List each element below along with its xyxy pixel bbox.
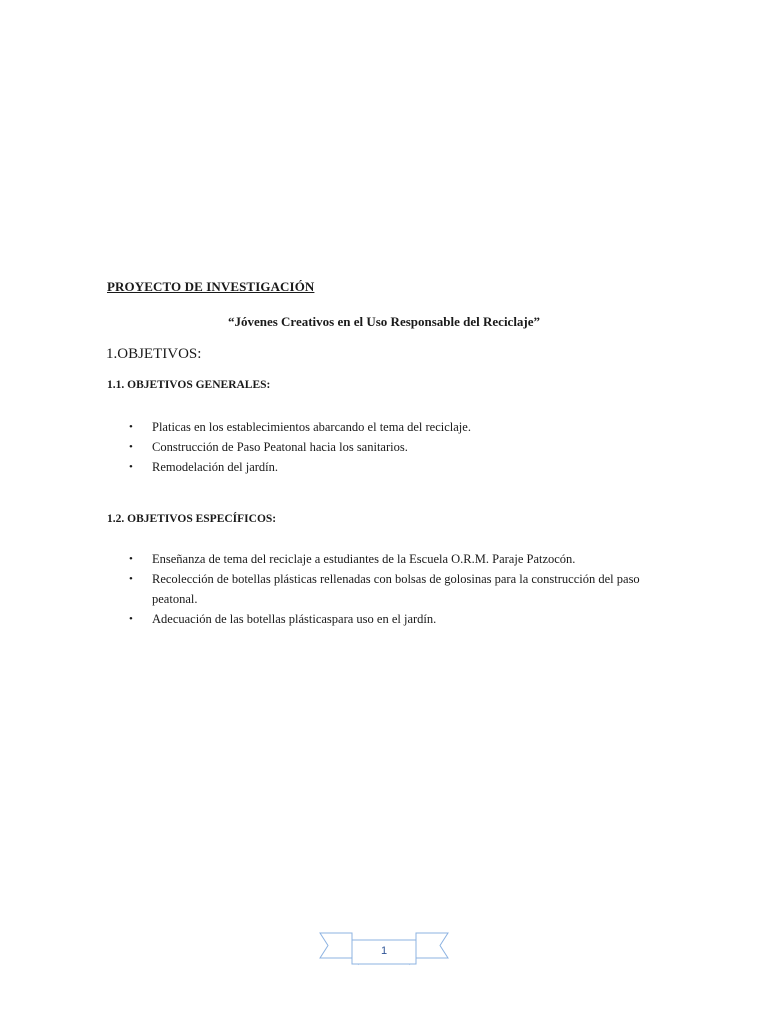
- section-title-objetivos: 1.OBJETIVOS:: [106, 346, 202, 362]
- list-item-text: Recolección de botellas plásticas rellenadas con bolsas de golosinas para la construcción del paso peatonal.: [152, 572, 640, 606]
- bullet-icon: •: [129, 441, 133, 453]
- bullet-icon: •: [129, 613, 133, 625]
- document-subtitle: “Jóvenes Creativos en el Uso Responsable del Reciclaje”: [227, 314, 541, 329]
- bullet-icon: •: [129, 573, 133, 585]
- list-item: [0, 569, 672, 609]
- page-number: 1: [380, 945, 388, 957]
- list-item: [0, 437, 672, 457]
- list-item: [0, 609, 672, 629]
- list-item-text: Platicas en los establecimientos abarcando el tema del reciclaje.: [152, 420, 471, 434]
- bullet-icon: •: [129, 421, 133, 433]
- list-item: [0, 457, 672, 477]
- list-item-text: Enseñanza de tema del reciclaje a estudiantes de la Escuela O.R.M. Paraje Patzocón.: [152, 552, 576, 566]
- specific-objectives-list: [0, 549, 672, 629]
- page-number-ribbon: [318, 930, 450, 968]
- list-item-text: Adecuación de las botellas plásticaspara uso en el jardín.: [152, 612, 437, 626]
- list-item: [0, 417, 672, 437]
- list-item-text: Construcción de Paso Peatonal hacia los sanitarios.: [152, 440, 408, 454]
- bullet-icon: •: [129, 461, 133, 473]
- list-item-text: Remodelación del jardín.: [152, 460, 279, 474]
- list-item: [0, 549, 672, 569]
- subsection-title-especificos: 1.2. OBJETIVOS ESPECÍFICOS:: [107, 513, 277, 525]
- subsection-title-generales: 1.1. OBJETIVOS GENERALES:: [107, 379, 271, 391]
- general-objectives-list: [0, 417, 672, 477]
- document-heading: PROYECTO DE INVESTIGACIÓN: [107, 279, 315, 294]
- bullet-icon: •: [129, 553, 133, 565]
